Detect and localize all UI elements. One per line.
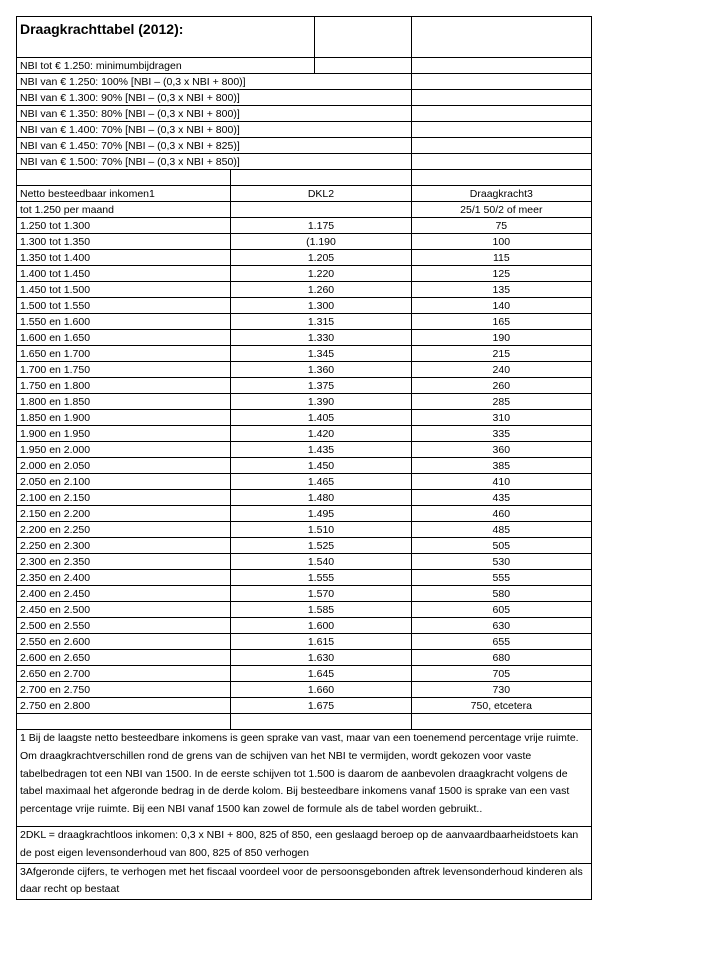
dkl-cell: 1.555 (231, 570, 411, 586)
dkl-cell: 1.175 (231, 218, 411, 234)
table-row (17, 266, 592, 282)
table-row (17, 698, 592, 714)
table-row (17, 554, 592, 570)
table-row (17, 298, 592, 314)
draagkracht-cell: 310 (411, 410, 591, 426)
spacer-row (17, 714, 592, 730)
income-cell: 2.550 en 2.600 (17, 634, 231, 650)
title-row (17, 17, 592, 58)
income-cell: 2.600 en 2.650 (17, 650, 231, 666)
income-cell: 2.450 en 2.500 (17, 602, 231, 618)
table-title: Draagkrachttabel (2012): (20, 21, 184, 37)
dkl-cell: 1.645 (231, 666, 411, 682)
table-row (17, 586, 592, 602)
dkl-cell: 1.495 (231, 506, 411, 522)
empty-cell (411, 154, 591, 170)
draagkracht-cell: 705 (411, 666, 591, 682)
draagkracht-cell: 165 (411, 314, 591, 330)
income-cell: 2.050 en 2.100 (17, 474, 231, 490)
income-cell: 1.600 en 1.650 (17, 330, 231, 346)
table-row (17, 634, 592, 650)
draagkracht-cell: 215 (411, 346, 591, 362)
table-row (17, 602, 592, 618)
nbi-rule-row (17, 90, 592, 106)
table-row (17, 330, 592, 346)
table-row (17, 218, 592, 234)
table-row (17, 538, 592, 554)
nbi-rule-row (17, 122, 592, 138)
table-row (17, 346, 592, 362)
income-cell: 2.700 en 2.750 (17, 682, 231, 698)
empty-cell (411, 58, 591, 74)
table-row (17, 410, 592, 426)
draagkracht-cell: 240 (411, 362, 591, 378)
dkl-cell: 1.390 (231, 394, 411, 410)
income-cell: 1.550 en 1.600 (17, 314, 231, 330)
draagkracht-cell: 125 (411, 266, 591, 282)
header-dkl: DKL2 (231, 186, 411, 202)
empty-cell (411, 714, 591, 730)
dkl-cell: 1.205 (231, 250, 411, 266)
draagkracht-table (16, 16, 592, 900)
draagkracht-cell: 115 (411, 250, 591, 266)
income-cell: 1.450 tot 1.500 (17, 282, 231, 298)
draagkracht-cell: 730 (411, 682, 591, 698)
footnote-2: 2DKL = draagkrachtloos inkomen: 0,3 x NBI + 800, 825 of 850, een geslaagd beroep op de aanvaardbaarheidstoets kan de post eigen levensonderhoud van 800, 825 of 850 verhogen (17, 827, 592, 864)
dkl-cell: 1.465 (231, 474, 411, 490)
income-cell: 1.800 en 1.850 (17, 394, 231, 410)
draagkracht-cell: 410 (411, 474, 591, 490)
income-cell: 2.300 en 2.350 (17, 554, 231, 570)
empty-cell (314, 58, 411, 74)
header-draagkracht: Draagkracht3 (411, 186, 591, 202)
draagkracht-cell: 580 (411, 586, 591, 602)
empty-cell (231, 714, 411, 730)
draagkracht-cell: 750, etcetera (411, 698, 591, 714)
table-row (17, 378, 592, 394)
draagkracht-cell: 605 (411, 602, 591, 618)
dkl-cell: 1.450 (231, 458, 411, 474)
table-row (17, 234, 592, 250)
draagkracht-cell: 505 (411, 538, 591, 554)
draagkracht-cell: 555 (411, 570, 591, 586)
income-cell: 1.850 en 1.900 (17, 410, 231, 426)
income-cell: 1.500 tot 1.550 (17, 298, 231, 314)
empty-cell (411, 122, 591, 138)
dkl-cell: 1.420 (231, 426, 411, 442)
income-cell: 2.400 en 2.450 (17, 586, 231, 602)
draagkracht-cell: 460 (411, 506, 591, 522)
income-cell: 1.950 en 2.000 (17, 442, 231, 458)
header-row (17, 186, 592, 202)
dkl-cell: 1.330 (231, 330, 411, 346)
nbi-rule: NBI van € 1.350: 80% [NBI – (0,3 x NBI + 800)] (17, 106, 412, 122)
dkl-cell: 1.220 (231, 266, 411, 282)
nbi-rule-row (17, 58, 592, 74)
empty-cell (411, 170, 591, 186)
draagkracht-cell: 435 (411, 490, 591, 506)
income-cell: tot 1.250 per maand (17, 202, 231, 218)
nbi-rule-row (17, 74, 592, 90)
dkl-cell: 1.480 (231, 490, 411, 506)
header-income: Netto besteedbaar inkomen1 (17, 186, 231, 202)
dkl-cell: 1.660 (231, 682, 411, 698)
nbi-rule: NBI tot € 1.250: minimumbijdragen (17, 58, 315, 74)
table-row (17, 442, 592, 458)
table-row (17, 202, 592, 218)
nbi-rule: NBI van € 1.250: 100% [NBI – (0,3 x NBI + 800)] (17, 74, 412, 90)
nbi-rule-row (17, 138, 592, 154)
empty-cell (411, 74, 591, 90)
table-row (17, 394, 592, 410)
table-row (17, 426, 592, 442)
income-cell: 2.250 en 2.300 (17, 538, 231, 554)
empty-cell (314, 17, 411, 58)
income-cell: 2.750 en 2.800 (17, 698, 231, 714)
income-cell: 1.700 en 1.750 (17, 362, 231, 378)
empty-cell (231, 170, 411, 186)
dkl-cell: 1.435 (231, 442, 411, 458)
table-row (17, 314, 592, 330)
income-cell: 1.650 en 1.700 (17, 346, 231, 362)
draagkracht-cell: 385 (411, 458, 591, 474)
table-row (17, 490, 592, 506)
table-row (17, 474, 592, 490)
table-row (17, 650, 592, 666)
empty-cell (17, 714, 231, 730)
income-cell: 2.150 en 2.200 (17, 506, 231, 522)
dkl-cell: 1.540 (231, 554, 411, 570)
nbi-rule: NBI van € 1.300: 90% [NBI – (0,3 x NBI + 800)] (17, 90, 412, 106)
footnote-3: 3Afgeronde cijfers, te verhogen met het fiscaal voordeel voor de persoonsgebonden aftrek levensonderhoud kinderen als daar recht op bestaat (17, 863, 592, 900)
draagkracht-cell: 25/1 50/2 of meer (411, 202, 591, 218)
income-cell: 1.900 en 1.950 (17, 426, 231, 442)
income-cell: 2.000 en 2.050 (17, 458, 231, 474)
income-cell: 2.350 en 2.400 (17, 570, 231, 586)
table-row (17, 666, 592, 682)
empty-cell (17, 170, 231, 186)
table-row (17, 282, 592, 298)
nbi-rule-row (17, 106, 592, 122)
draagkracht-cell: 100 (411, 234, 591, 250)
empty-cell (411, 90, 591, 106)
table-row (17, 522, 592, 538)
dkl-cell: 1.360 (231, 362, 411, 378)
draagkracht-cell: 630 (411, 618, 591, 634)
nbi-rule: NBI van € 1.500: 70% [NBI – (0,3 x NBI + 850)] (17, 154, 412, 170)
dkl-cell: 1.570 (231, 586, 411, 602)
dkl-cell: 1.345 (231, 346, 411, 362)
dkl-cell (231, 202, 411, 218)
empty-cell (411, 138, 591, 154)
dkl-cell: 1.260 (231, 282, 411, 298)
dkl-cell: 1.600 (231, 618, 411, 634)
income-cell: 1.250 tot 1.300 (17, 218, 231, 234)
draagkracht-cell: 530 (411, 554, 591, 570)
footnote-1: 1 Bij de laagste netto besteedbare inkomens is geen sprake van vast, maar van een toenemend percentage vrije ruimte. Om draagkrachtverschillen rond de grens van de schijven van het NBI te vermijden, wordt gekozen voor vaste tabelbedragen tot een NBI van 1500. In de eerste schijven tot 1.500 is daarom de aanbevolen draagkracht volgens de tabel maximaal het afgeronde bedrag in de derde kolom. Bij besteedbare inkomens vanaf 1500 is sprake van een vast percentage vrije ruimte. Bij een NBI vanaf 1500 kan zowel de formule als de tabel worden gebruikt.. (17, 730, 592, 827)
dkl-cell: 1.630 (231, 650, 411, 666)
table-row (17, 362, 592, 378)
title-cell (17, 17, 315, 58)
draagkracht-cell: 190 (411, 330, 591, 346)
table-row (17, 458, 592, 474)
draagkracht-cell: 135 (411, 282, 591, 298)
income-cell: 1.300 tot 1.350 (17, 234, 231, 250)
table-row (17, 250, 592, 266)
dkl-cell: 1.375 (231, 378, 411, 394)
empty-cell (411, 17, 591, 58)
draagkracht-cell: 655 (411, 634, 591, 650)
income-cell: 1.350 tot 1.400 (17, 250, 231, 266)
spacer-row (17, 170, 592, 186)
draagkracht-cell: 285 (411, 394, 591, 410)
dkl-cell: (1.190 (231, 234, 411, 250)
dkl-cell: 1.675 (231, 698, 411, 714)
table-row (17, 682, 592, 698)
nbi-rule-row (17, 154, 592, 170)
nbi-rule: NBI van € 1.450: 70% [NBI – (0,3 x NBI + 825)] (17, 138, 412, 154)
dkl-cell: 1.315 (231, 314, 411, 330)
draagkracht-cell: 335 (411, 426, 591, 442)
footnote-row (17, 730, 592, 827)
draagkracht-cell: 75 (411, 218, 591, 234)
income-cell: 1.400 tot 1.450 (17, 266, 231, 282)
draagkracht-cell: 680 (411, 650, 591, 666)
income-cell: 2.500 en 2.550 (17, 618, 231, 634)
income-cell: 2.650 en 2.700 (17, 666, 231, 682)
income-cell: 2.200 en 2.250 (17, 522, 231, 538)
nbi-rule: NBI van € 1.400: 70% [NBI – (0,3 x NBI + 800)] (17, 122, 412, 138)
draagkracht-cell: 260 (411, 378, 591, 394)
income-cell: 1.750 en 1.800 (17, 378, 231, 394)
dkl-cell: 1.405 (231, 410, 411, 426)
dkl-cell: 1.615 (231, 634, 411, 650)
dkl-cell: 1.300 (231, 298, 411, 314)
table-row (17, 506, 592, 522)
income-cell: 2.100 en 2.150 (17, 490, 231, 506)
footnote-row (17, 863, 592, 900)
table-row (17, 570, 592, 586)
empty-cell (411, 106, 591, 122)
table-row (17, 618, 592, 634)
dkl-cell: 1.525 (231, 538, 411, 554)
footnote-row (17, 827, 592, 864)
draagkracht-cell: 360 (411, 442, 591, 458)
dkl-cell: 1.510 (231, 522, 411, 538)
draagkracht-cell: 140 (411, 298, 591, 314)
draagkracht-cell: 485 (411, 522, 591, 538)
dkl-cell: 1.585 (231, 602, 411, 618)
